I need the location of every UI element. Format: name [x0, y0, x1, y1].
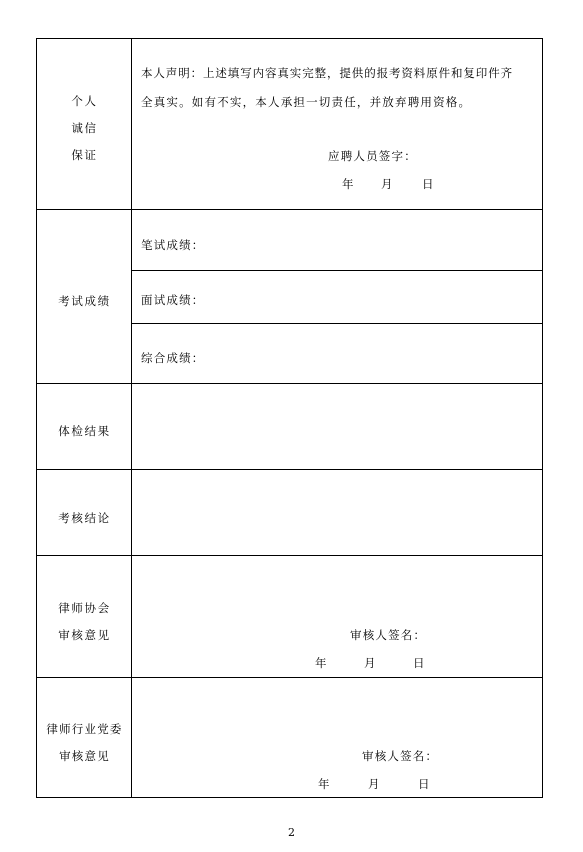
- party-committee-label-line-2: 审核意见: [59, 749, 110, 763]
- bar-association-date-year: 年: [315, 656, 328, 670]
- row-divider-bar-association: [36, 677, 543, 678]
- bar-association-label: [37, 595, 132, 649]
- bar-association-label-line-2: 审核意见: [58, 628, 111, 642]
- party-committee-date-day: 日: [418, 777, 431, 791]
- row-divider-exam: [36, 383, 543, 384]
- written-score-label: 笔试成绩：: [141, 238, 205, 252]
- exam-subrow-divider-1: [131, 270, 543, 271]
- integrity-statement-line-2: 全真实。如有不实，本人承担一切责任，并放弃聘用资格。: [141, 95, 472, 109]
- integrity-date-year: 年: [342, 177, 355, 191]
- row-divider-physical: [36, 469, 543, 470]
- page-number: 2: [288, 826, 295, 839]
- integrity-date-day: 日: [422, 177, 435, 191]
- exam-subrow-divider-2: [131, 323, 543, 324]
- bar-association-date-day: 日: [413, 656, 426, 670]
- integrity-date-month: 月: [381, 177, 394, 191]
- row-divider-assessment: [36, 555, 543, 556]
- integrity-statement-line-1: 本人声明：上述填写内容真实完整，提供的报考资料原件和复印件齐: [141, 66, 513, 80]
- integrity-label-line-3: 保证: [71, 148, 98, 162]
- overall-score-label: 综合成绩：: [141, 351, 205, 365]
- bar-association-date-month: 月: [364, 656, 377, 670]
- integrity-label: [37, 88, 132, 169]
- bar-association-label-line-1: 律师协会: [58, 601, 111, 615]
- row-divider-integrity: [36, 209, 543, 210]
- bar-association-signature-label: 审核人签名：: [350, 628, 427, 642]
- applicant-signature-label: 应聘人员签字：: [328, 149, 417, 163]
- party-committee-label-line-1: 律师行业党委: [46, 722, 123, 736]
- physical-exam-label: 体检结果: [58, 424, 111, 438]
- party-committee-signature-label: 审核人签名：: [362, 749, 439, 763]
- exam-label: 考试成绩: [58, 294, 111, 308]
- party-committee-date-month: 月: [368, 777, 381, 791]
- integrity-label-line-2: 诚信: [71, 121, 98, 135]
- party-committee-label: [37, 716, 132, 770]
- interview-score-label: 面试成绩：: [141, 293, 205, 307]
- integrity-label-line-1: 个人: [71, 94, 98, 108]
- party-committee-date-year: 年: [318, 777, 331, 791]
- assessment-label: 考核结论: [58, 511, 111, 525]
